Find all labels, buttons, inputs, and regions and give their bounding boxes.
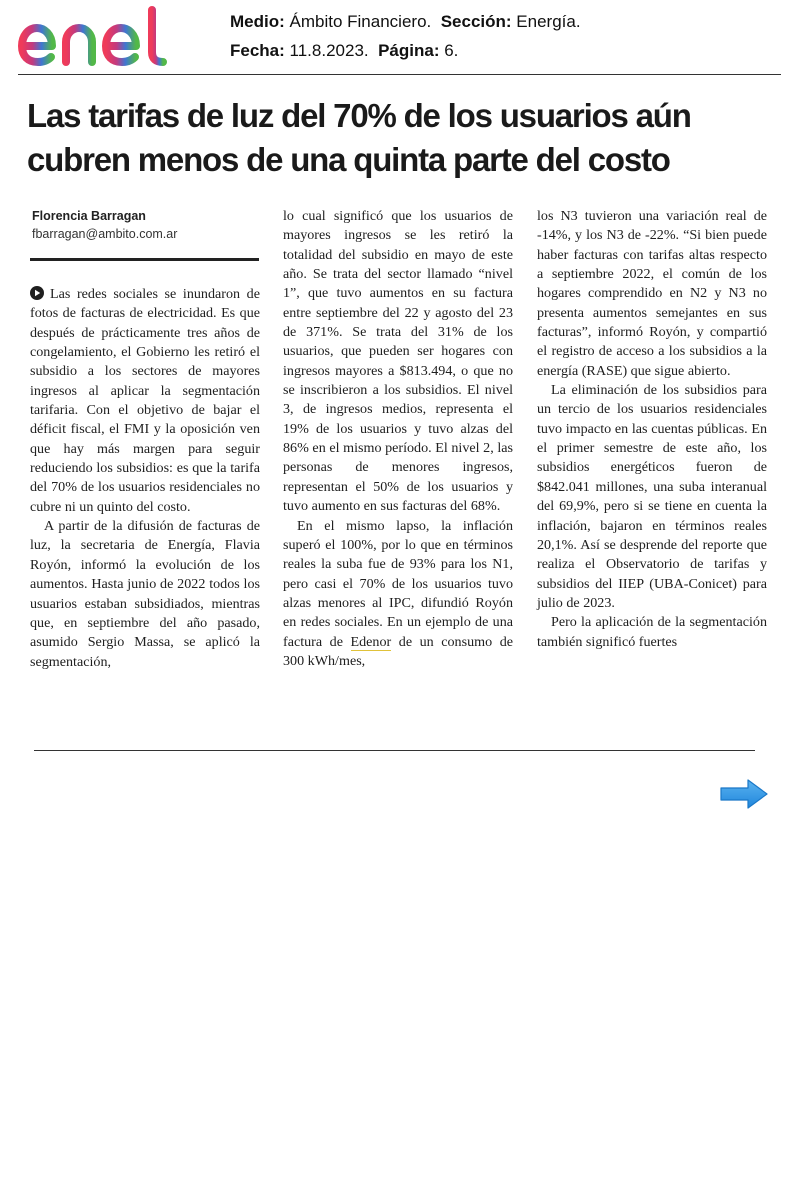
meta-line-2 xyxy=(230,36,581,65)
seccion-label: Sección: xyxy=(440,12,512,31)
medio-label: Medio: xyxy=(230,12,285,31)
article-column-3 xyxy=(537,207,767,652)
article-column-1 xyxy=(30,285,260,672)
paragraph: Pero la aplicación de la segmentación también significó fuertes xyxy=(537,614,767,650)
paragraph: los N3 tuvieron una variación real de -14%, y los N3 de -22%. “Si bien puede haber facturas con tarifas altas respecto a septiembre 2022, el común de los hogares comprendido en N2 y N3 no presenta aumentos semejantes en sus facturas”, informó Royón, y compartió el registro de acceso a los subsidios a la energía (RASE) que sigue abierto. xyxy=(537,208,767,379)
enel-logo xyxy=(16,4,181,70)
play-circle-icon xyxy=(30,286,44,300)
paragraph-text: de un consumo de 300 kWh/mes, xyxy=(283,633,513,669)
byline xyxy=(32,208,262,244)
paragraph: La eliminación de los subsidios para un tercio de los usuarios residenciales tuvo impacto en las cuentas públicas. En el primer semestre de este año, los subsidios energéticos fueron de $842.041 millones, una suba interanual del 69,9%, pero si se tiene en cuenta la inflación, bajaron en términos reales 20,1%. Así se desprende del reporte que realiza el Observatorio de tarifas y subsidios del IIEP (UBA-Conicet) para julio de 2023. xyxy=(537,382,767,611)
publication-meta xyxy=(230,7,581,65)
paragraph-text: Las redes sociales se inundaron de fotos de facturas de electricidad. Es que después de prácticamente tres años de congelamiento, el Gobierno les retiró el subsidio a los sectores de mayores ingresos al aplicar la segmentación tarifaria. Con el objetivo de bajar el déficit fiscal, el FMI y la oposición ven que hay más margen para seguir reduciendo los subsidios: es que la tarifa del 70% de los usuarios residenciales no cubre ni un quinto del costo. xyxy=(30,286,260,515)
article-column-2 xyxy=(283,207,513,671)
header-divider xyxy=(18,74,781,75)
edenor-link[interactable]: Edenor xyxy=(350,633,392,650)
paragraph xyxy=(283,517,513,672)
paragraph: lo cual significó que los usuarios de mayores ingresos se les retiró la totalidad del subsidio en mayo de este año. Se trata del sector llamado “nivel 1”, que tuvo aumentos en su factura entre septiembre del 22 y agosto del 23 de 371%. Se trata del 31% de los usuarios, que pueden ser hogares con ingresos mayores a $813.494, o que no se inscribieron a los subsidios. El nivel 3, de ingresos medios, representa el 19% de los usuarios y tuvo alzas del 86% en el mismo período. El nivel 2, las personas de menores ingresos, representan el 50% de los usuarios y tuvo aumento en sus facturas del 68%. xyxy=(283,208,513,515)
pagina-value: 6. xyxy=(444,41,459,60)
arrow-right-icon[interactable] xyxy=(718,777,770,811)
author-email[interactable]: fbarragan@ambito.com.ar xyxy=(32,227,178,241)
meta-line-1 xyxy=(230,7,581,36)
paragraph xyxy=(30,285,260,517)
seccion-value: Energía. xyxy=(516,12,581,31)
paragraph: A partir de la difusión de facturas de luz, la secretaria de Energía, Flavia Royón, informó la evolución de los aumentos. Hasta junio de 2022 todos los usuarios estaban subsidiados, mientras que, en septiembre del año pasado, asumido Sergio Massa, se aplicó la segmentación, xyxy=(30,518,260,670)
byline-divider xyxy=(30,258,259,261)
article-headline: Las tarifas de luz del 70% de los usuarios aún cubren menos de una quinta parte del costo xyxy=(27,97,691,178)
pagina-label: Página: xyxy=(378,41,440,60)
footer-divider xyxy=(34,750,755,751)
author-name: Florencia Barragan xyxy=(32,209,146,223)
medio-value: Ámbito Financiero. xyxy=(289,12,432,31)
paragraph-text: En el mismo lapso, la inflación superó el 100%, por lo que en términos reales la suba fue de 93% para los N1, pero casi el 70% de los usuarios tuvo alzas menores al IPC, difundió Royón en redes sociales. En un ejemplo de una factura de xyxy=(283,517,513,650)
fecha-label: Fecha: xyxy=(230,41,285,60)
fecha-value: 11.8.2023. xyxy=(289,41,369,60)
